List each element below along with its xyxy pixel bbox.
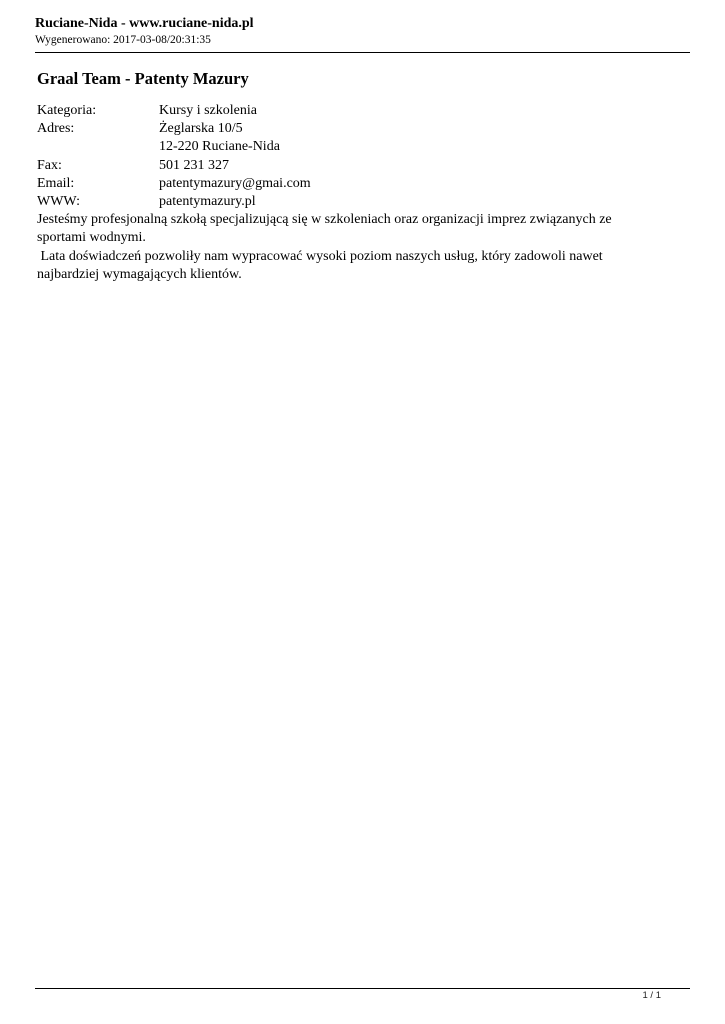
- detail-value: Kursy i szkolenia: [159, 103, 257, 118]
- description: [37, 211, 647, 284]
- detail-value: 501 231 327: [159, 157, 229, 173]
- page-header: [35, 15, 690, 48]
- detail-row-category: [37, 102, 687, 120]
- generated-timestamp: Wygenerowano: 2017-03-08/20:31:35: [35, 34, 211, 46]
- listing-content: [37, 69, 687, 284]
- detail-label: Fax:: [37, 157, 62, 173]
- detail-row-address: [37, 120, 687, 138]
- detail-value: patentymazury@gmai.com: [159, 175, 311, 191]
- footer-divider: [35, 988, 690, 989]
- header-divider: [35, 52, 690, 53]
- detail-label: Email:: [37, 175, 75, 191]
- detail-value: 12-220 Ruciane-Nida: [159, 139, 280, 155]
- description-paragraph: Jesteśmy profesjonalną szkołą specjalizującą się w szkoleniach oraz organizacji imprez związanych ze sportami wodnymi.: [37, 212, 612, 246]
- detail-value: Żeglarska 10/5: [159, 121, 243, 137]
- detail-row-address-line-2: [37, 138, 687, 156]
- detail-label: Adres:: [37, 121, 75, 137]
- detail-row-fax: [37, 157, 687, 175]
- details-list: [37, 102, 687, 211]
- detail-label: [37, 138, 159, 156]
- detail-label: Kategoria:: [37, 103, 97, 118]
- description-paragraph: Lata doświadczeń pozwoliły nam wypracować wysoki poziom naszych usług, który zadowoli nawet najbardziej wymagających klientów.: [37, 248, 607, 282]
- detail-label: WWW:: [37, 194, 81, 210]
- page-title: Graal Team - Patenty Mazury: [37, 69, 249, 88]
- detail-row-www: [37, 193, 687, 211]
- detail-value: patentymazury.pl: [159, 194, 256, 210]
- page-number: 1 / 1: [642, 990, 661, 1001]
- site-title: Ruciane-Nida - www.ruciane-nida.pl: [35, 16, 254, 31]
- detail-row-email: [37, 175, 687, 193]
